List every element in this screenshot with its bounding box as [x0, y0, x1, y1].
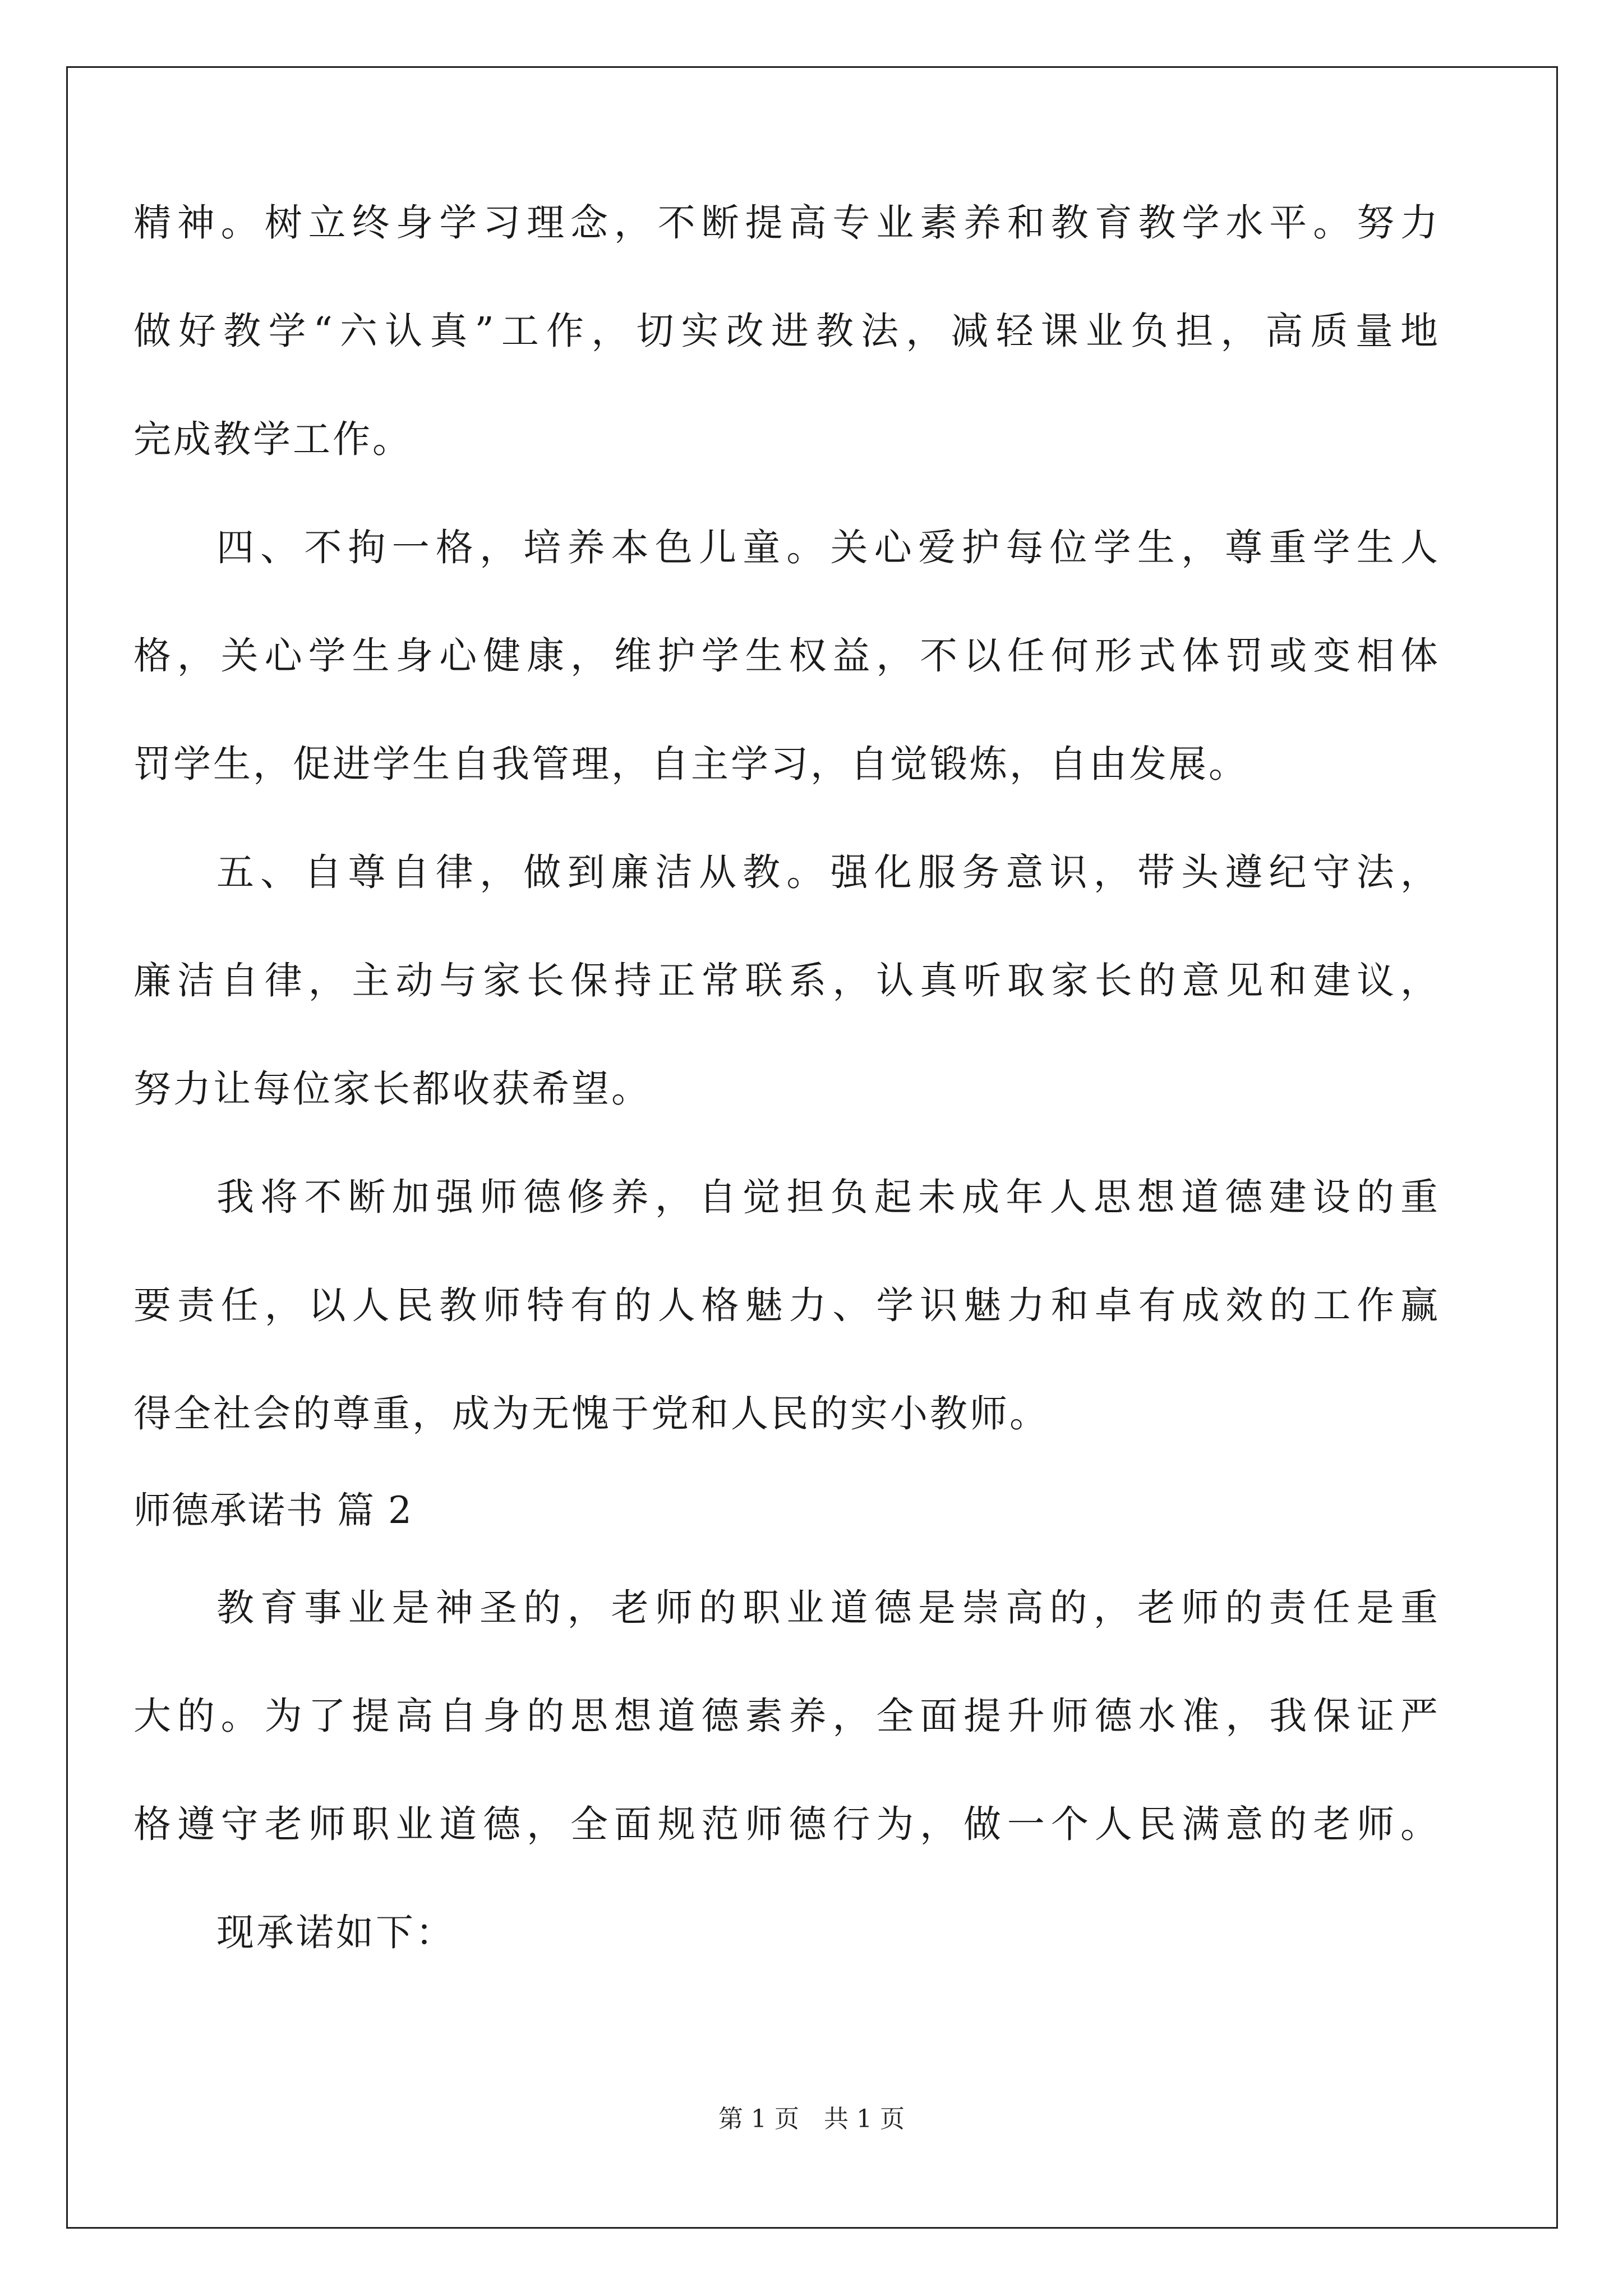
paragraph-line: 五、自尊自律，做到廉洁从教。强化服务意识，带头遵纪守法， — [216, 850, 1440, 894]
page-footer: 第 1 页 共 1 页 — [718, 2105, 905, 2133]
paragraph-line: 格遵守老师职业道德，全面规范师德行为，做一个人民满意的老师。 — [133, 1802, 1440, 1846]
paragraph-line: 现承诺如下： — [216, 1911, 455, 1954]
section-heading: 师德承诺书 篇 2 — [133, 1489, 413, 1532]
paragraph-line: 努力让每位家长都收获希望。 — [133, 1067, 651, 1111]
paragraph-line: 做好教学“六认真”工作，切实改进教法，减轻课业负担，高质量地 — [133, 309, 1440, 353]
paragraph-line: 大的。为了提高自身的思想道德素养，全面提升师德水准，我保证严 — [133, 1694, 1440, 1738]
paragraph-line: 精神。树立终身学习理念，不断提高专业素养和教育教学水平。努力 — [133, 201, 1440, 245]
paragraph-line: 格，关心学生身心健康，维护学生权益，不以任何形式体罚或变相体 — [133, 634, 1440, 678]
paragraph-line: 廉洁自律，主动与家长保持正常联系，认真听取家长的意见和建议， — [133, 959, 1440, 1002]
paragraph-line: 完成教学工作。 — [133, 417, 412, 461]
paragraph-line: 我将不断加强师德修养，自觉担负起未成年人思想道德建设的重 — [216, 1175, 1440, 1219]
paragraph-line: 四、不拘一格，培养本色儿童。关心爱护每位学生，尊重学生人 — [216, 526, 1440, 569]
paragraph-line: 得全社会的尊重，成为无愧于党和人民的实小教师。 — [133, 1392, 1049, 1435]
page-border — [66, 66, 1558, 2229]
paragraph-line: 教育事业是神圣的，老师的职业道德是崇高的，老师的责任是重 — [216, 1586, 1440, 1630]
paragraph-line: 要责任，以人民教师特有的人格魅力、学识魅力和卓有成效的工作赢 — [133, 1283, 1440, 1327]
paragraph-line: 罚学生，促进学生自我管理，自主学习，自觉锻炼，自由发展。 — [133, 742, 1248, 786]
